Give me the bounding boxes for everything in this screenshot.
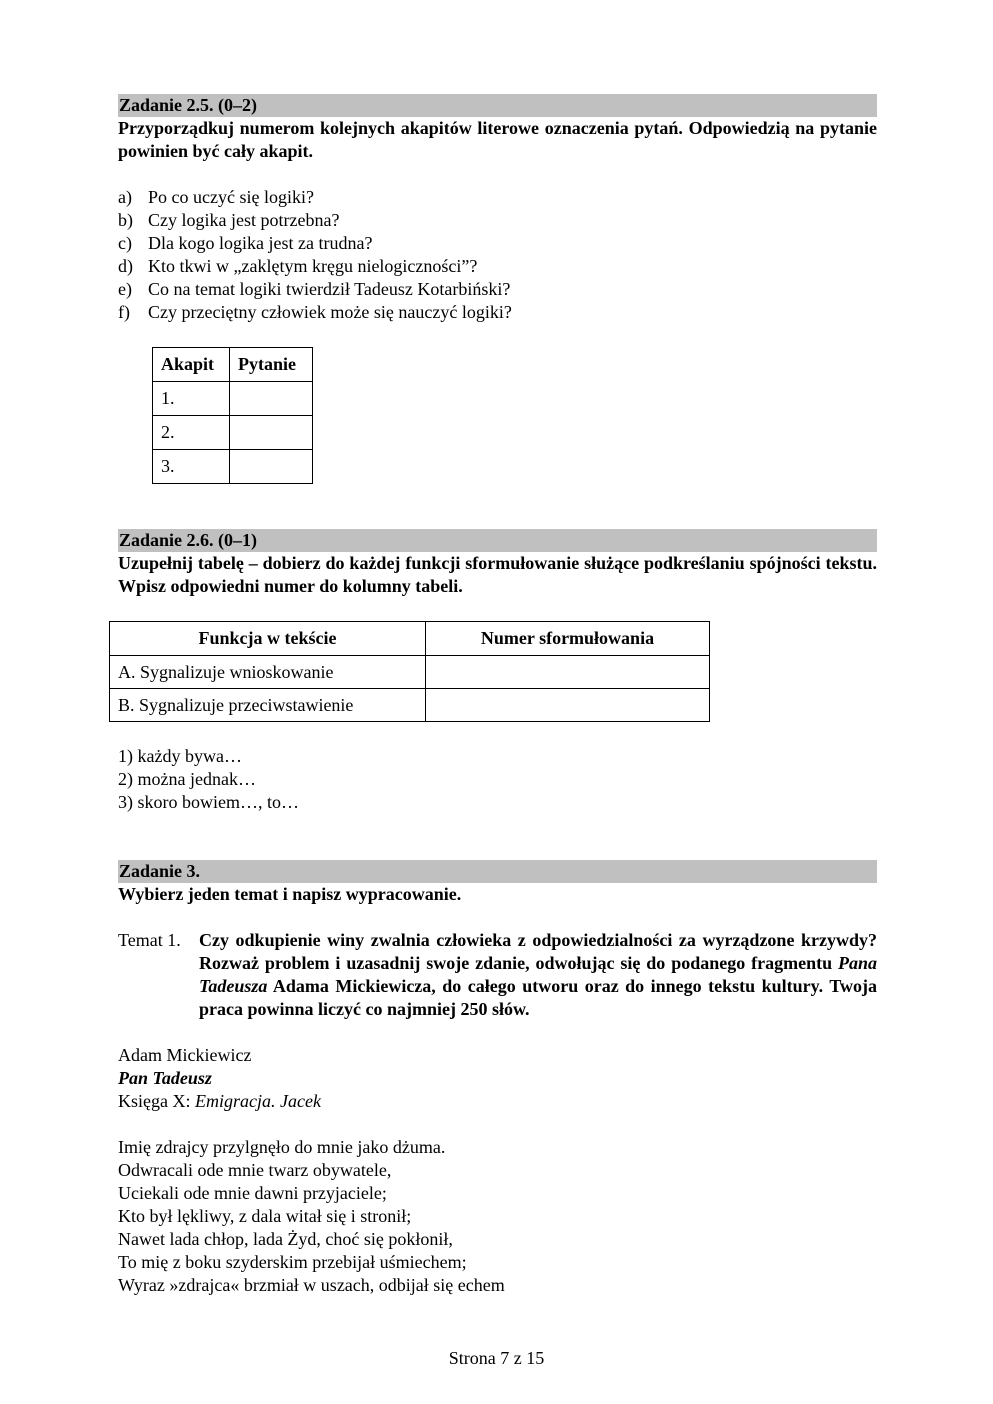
akapit-cell: 2. bbox=[153, 416, 230, 450]
akapit-cell: 3. bbox=[153, 450, 230, 484]
poem-line: Kto był lękliwy, z dala witał się i stronił; bbox=[118, 1206, 412, 1226]
akapit-cell: 1. bbox=[153, 382, 230, 416]
poem-line: To mię z boku szyderskim przebijał uśmiechem; bbox=[118, 1252, 467, 1272]
book-line: Księga X: Emigracja. Jacek bbox=[118, 1091, 321, 1111]
option-item: 1) każdy bywa… bbox=[118, 746, 242, 766]
table-row bbox=[153, 416, 313, 450]
table-row bbox=[110, 656, 710, 689]
table-header: Numer sformułowania bbox=[426, 622, 710, 656]
exam-page bbox=[118, 94, 877, 1297]
question-item: d) Kto tkwi w „zaklętym kręgu nielogiczności”? bbox=[118, 256, 478, 276]
question-item: b) Czy logika jest potrzebna? bbox=[118, 210, 340, 230]
question-item: e) Co na temat logiki twierdził Tadeusz Kotarbiński? bbox=[118, 279, 511, 299]
source-block bbox=[118, 1044, 877, 1113]
akapit-table bbox=[152, 347, 313, 484]
funkcja-table bbox=[109, 621, 710, 722]
poem-line: Odwracali ode mnie twarz obywatele, bbox=[118, 1160, 392, 1180]
task-2-5-instruction: Przyporządkuj numerom kolejnych akapitów literowe oznaczenia pytań. Odpowiedzią na pytanie powinien być cały akapit. bbox=[118, 118, 877, 161]
question-item: a) Po co uczyć się logiki? bbox=[118, 187, 314, 207]
table-row bbox=[153, 382, 313, 416]
table-row bbox=[153, 450, 313, 484]
option-item: 3) skoro bowiem…, to… bbox=[118, 792, 299, 812]
work-title: Pan Tadeusz bbox=[118, 1068, 212, 1088]
question-item: f) Czy przeciętny człowiek może się nauczyć logiki? bbox=[118, 302, 512, 322]
question-item: c) Dla kogo logika jest za trudna? bbox=[118, 233, 373, 253]
topic-label: Temat 1. bbox=[118, 930, 181, 950]
question-list bbox=[118, 186, 877, 324]
table-header: Akapit bbox=[153, 348, 230, 382]
topic-text: Czy odkupienie winy zwalnia człowieka z odpowiedzialności za wyrządzone krzywdy? Rozważ problem i uzasadnij swoje zdanie, odwołując się do podanego fragmentu Pana Tadeusza Adama Mickiewicza, do całego utworu oraz do innego tekstu kultury. Twoja praca powinna liczyć co najmniej 250 słów. bbox=[199, 930, 877, 1019]
author: Adam Mickiewicz bbox=[118, 1045, 252, 1065]
task-3-instruction: Wybierz jeden temat i napisz wypracowanie. bbox=[118, 884, 462, 904]
poem-line: Imię zdrajcy przylgnęło do mnie jako dżuma. bbox=[118, 1137, 446, 1157]
answer-cell[interactable] bbox=[230, 450, 313, 484]
funkcja-cell: A. Sygnalizuje wnioskowanie bbox=[110, 656, 426, 689]
answer-cell[interactable] bbox=[230, 382, 313, 416]
table-header: Pytanie bbox=[230, 348, 313, 382]
task-3-title: Zadanie 3. bbox=[118, 860, 877, 883]
answer-cell[interactable] bbox=[426, 656, 710, 689]
funkcja-cell: B. Sygnalizuje przeciwstawienie bbox=[110, 689, 426, 722]
page-number: Strona 7 z 15 bbox=[448, 1348, 545, 1368]
poem bbox=[118, 1136, 877, 1297]
option-item: 2) można jednak… bbox=[118, 769, 256, 789]
table-row bbox=[110, 689, 710, 722]
table-header: Funkcja w tekście bbox=[110, 622, 426, 656]
task-2-5-title: Zadanie 2.5. (0–2) bbox=[118, 94, 877, 117]
option-list bbox=[118, 745, 877, 814]
answer-cell[interactable] bbox=[230, 416, 313, 450]
topic-block bbox=[118, 929, 877, 1021]
task-2-6-instruction: Uzupełnij tabelę – dobierz do każdej funkcji sformułowanie służące podkreślaniu spójności tekstu. Wpisz odpowiedni numer do kolumny tabeli. bbox=[118, 553, 877, 596]
poem-line: Uciekali ode mnie dawni przyjaciele; bbox=[118, 1183, 387, 1203]
task-2-6-title: Zadanie 2.6. (0–1) bbox=[118, 529, 877, 552]
poem-line: Wyraz »zdrajca« brzmiał w uszach, odbijał się echem bbox=[118, 1275, 505, 1295]
poem-line: Nawet lada chłop, lada Żyd, choć się pokłonił, bbox=[118, 1229, 453, 1249]
answer-cell[interactable] bbox=[426, 689, 710, 722]
